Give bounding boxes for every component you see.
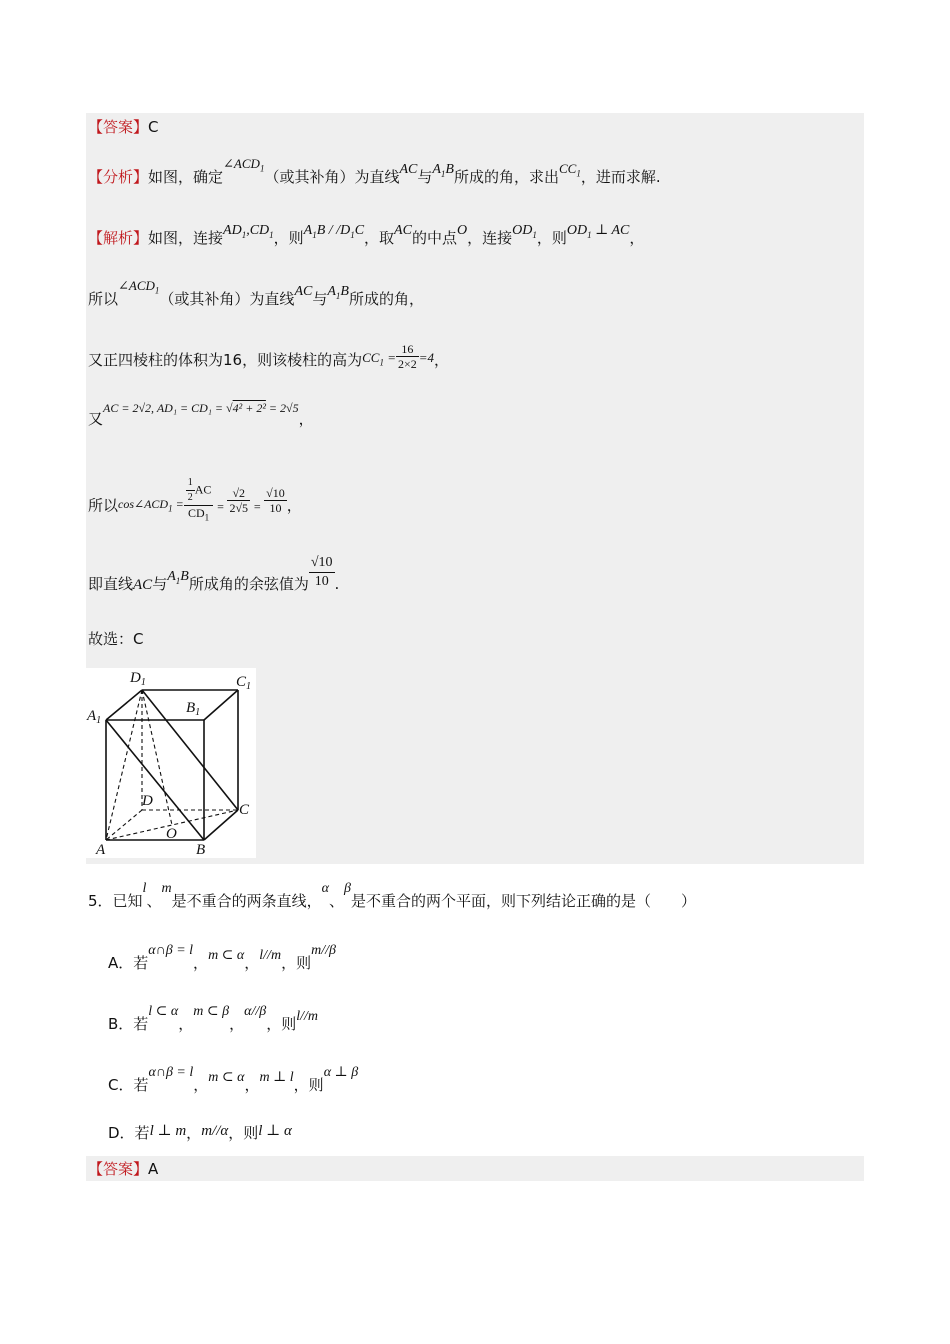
option-a: A．若α∩β = l，m ⊂ α，l//m，则m//β (108, 943, 336, 972)
var-m: m (161, 881, 172, 896)
option-b: B．若l ⊂ α，m ⊂ β，α//β，则l//m (108, 1004, 319, 1033)
label-a: A (96, 842, 106, 858)
label-c: C (239, 802, 250, 818)
label-o: O (166, 826, 177, 842)
solution-line-4: 又$^{AC = 2√2, AD_1 = CD_1 = √4^2 + 2^2 = 2√5}$， (88, 401, 314, 428)
var-alpha: α (321, 881, 329, 896)
question-5-stem: 5．已知l、m是不重合的两条直线，α、β是不重合的两个平面，则下列结论正确的是（ ） (88, 881, 696, 910)
answer-tag-2: 【答案】 (88, 1160, 149, 1178)
line-a1b: $A_1B$ (432, 162, 454, 179)
solution-line-5: 所以$^{cos\angle ACD_1 =}$ $\frac{1}{2}$ AC $CD_1$ = $\frac{√2}{2√5}$ = $\frac{√10}{10}$ ， (88, 477, 302, 523)
choice-line: 故选：C (88, 630, 144, 648)
solution-line-1: 【解析】如图，连接$AD_1,CD_1$，则$A_1B / /D_1C$，取AC的中点O，连接$OD_1$，则$OD_1$ ⊥ AC， (88, 223, 645, 247)
label-b1: $B_1$ (186, 700, 201, 718)
solution-line-3: 又正四棱柱的体积为16，则该棱柱的高为$CC_1$ = $\frac{16}{2\times 2}$ =4， (88, 342, 450, 371)
answer-line-2 (88, 1158, 158, 1180)
solution-tag: 【解析】 (88, 229, 149, 247)
parallel-relation: $A_1B / /D_1C$ (303, 223, 365, 240)
answer-panel (86, 1156, 864, 1181)
final-cosine: $\frac{√10}{10}$ (310, 555, 333, 589)
segment-od1: $OD_1$ (512, 223, 537, 240)
var-l: l (142, 881, 147, 896)
answer-line-1 (88, 116, 159, 138)
label-d: D (142, 793, 153, 809)
label-a1: $A_1$ (87, 708, 102, 726)
answer-value: C (148, 118, 159, 136)
segments-ad1-cd1: $AD_1,CD_1$ (223, 223, 274, 240)
analysis-tag: 【分析】 (88, 168, 149, 186)
solution-line-2: 所以$\angle ACD_1$（或其补角）为直线AC与$A_1B$所成的角， (88, 278, 424, 308)
option-d: D．若l ⊥ m，m//α，则l ⊥ α (108, 1123, 292, 1142)
label-c1: $C_1$ (236, 674, 252, 692)
answer-tag: 【答案】 (88, 118, 149, 136)
cos-fraction: $\frac{1}{2}$ AC $CD_1$ (184, 476, 214, 524)
analysis-line: 【分析】如图，确定$\angle ACD_1$（或其补角）为直线AC与$A_1B$所成的角，求出$CC_1$，进而求解. (88, 156, 661, 186)
angle-acd1: $\angle ACD_1$ (223, 156, 265, 174)
answer-value-2: A (148, 1160, 159, 1178)
prism-figure (86, 668, 256, 858)
perp-relation: $OD_1$ ⊥ AC (566, 223, 630, 240)
length-expression: AC = 2√2, AD₁ = CD₁ = √4² + 2² = 2√5 (103, 401, 299, 415)
solution-line-6: 即直线AC与$A_1B$所成角的余弦值为 $\frac{√10}{10}$ . (88, 555, 340, 593)
height-fraction: $\frac{16}{2\times 2}$ (397, 342, 417, 371)
line-ac: AC (399, 162, 418, 177)
option-c: C．若α∩β = l，m ⊂ α，m ⊥ l，则α ⊥ β (108, 1065, 359, 1094)
point-o: O (456, 223, 468, 238)
segment-cc1: $CC_1$ (559, 161, 581, 179)
label-d1: $D_1$ (130, 670, 146, 688)
label-b: B (196, 842, 206, 858)
var-beta: β (343, 881, 351, 896)
